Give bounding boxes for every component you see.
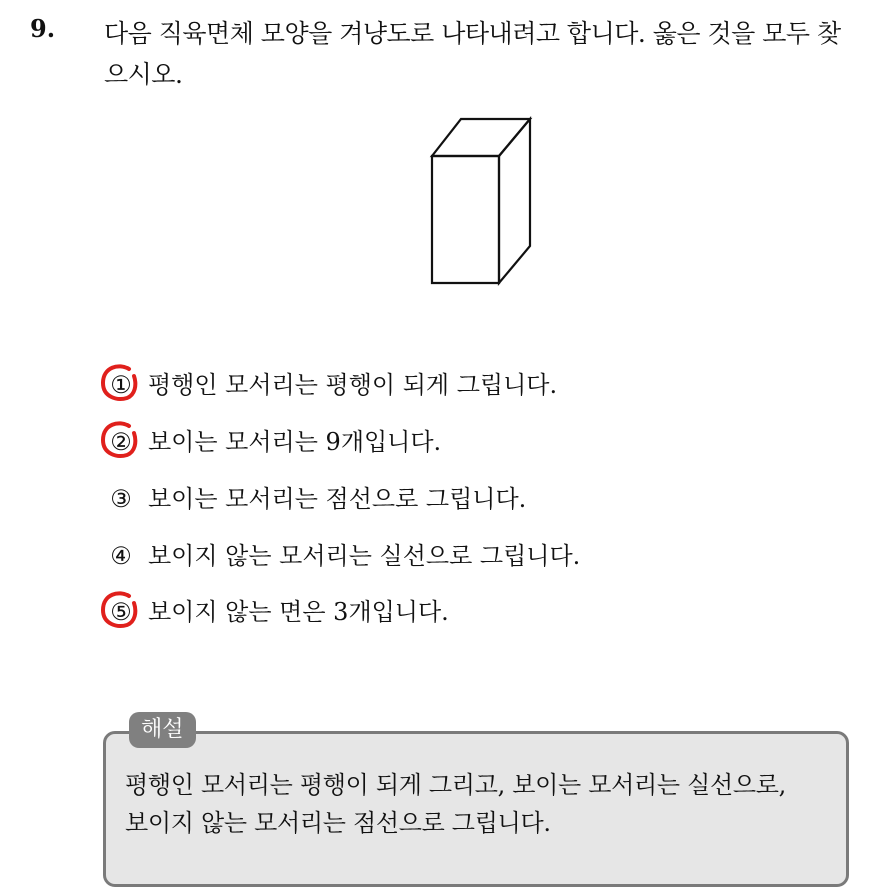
explanation-tag: 해설 [129,712,196,748]
option-4-text: 보이지 않는 모서리는 실선으로 그립니다. [148,542,581,570]
explanation-text [125,766,840,842]
question-text: 다음 직육면체 모양을 겨냥도로 나타내려고 합니다. 옳은 것을 모두 찾으시오. [104,19,841,89]
option-3-text: 보이는 모서리는 점선으로 그립니다. [148,485,527,513]
option-2[interactable] [106,424,441,460]
option-4[interactable] [106,538,580,574]
option-2-mark: ② [106,424,136,460]
explanation-line-2: 보이지 않는 모서리는 점선으로 그립니다. [125,809,551,837]
option-2-text: 보이는 모서리는 9개입니다. [148,428,442,456]
option-5[interactable] [106,594,449,630]
option-3-mark: ③ [110,485,132,513]
option-4-mark: ④ [110,542,132,570]
explanation-line-1: 평행인 모서리는 평행이 되게 그리고, 보이는 모서리는 실선으로, [125,771,786,799]
option-5-mark: ⑤ [106,594,136,630]
cuboid-side-face [499,119,530,283]
option-3[interactable] [106,481,526,517]
option-1-mark: ① [106,367,136,403]
option-1-text: 평행인 모서리는 평행이 되게 그립니다. [148,371,558,399]
cuboid-figure [420,108,550,298]
cuboid-front-face [432,156,499,283]
option-5-text: 보이지 않는 면은 3개입니다. [148,598,449,626]
option-1[interactable] [106,367,557,403]
question-number: 9. [30,14,56,43]
